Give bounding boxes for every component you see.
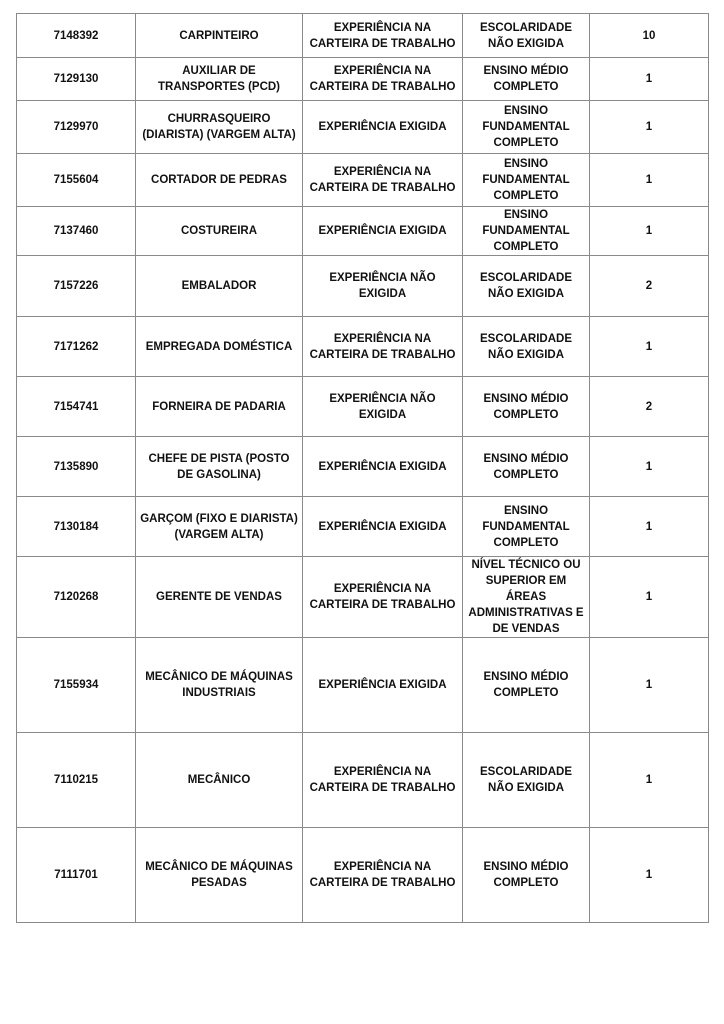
experience-requirement: EXPERIÊNCIA EXIGIDA	[303, 437, 463, 497]
table-row	[17, 733, 709, 828]
education-requirement: ENSINO FUNDAMENTAL COMPLETO	[463, 101, 590, 154]
table-row	[17, 638, 709, 733]
job-title: EMBALADOR	[136, 256, 303, 317]
vacancy-count: 1	[590, 733, 709, 828]
table-row	[17, 377, 709, 437]
job-title: CORTADOR DE PEDRAS	[136, 154, 303, 207]
job-title: MECÂNICO DE MÁQUINAS INDUSTRIAIS	[136, 638, 303, 733]
table-row	[17, 557, 709, 638]
job-title: GERENTE DE VENDAS	[136, 557, 303, 638]
job-code: 7129130	[17, 58, 136, 101]
job-title: COSTUREIRA	[136, 207, 303, 256]
job-code: 7148392	[17, 14, 136, 58]
experience-requirement: EXPERIÊNCIA NA CARTEIRA DE TRABALHO	[303, 154, 463, 207]
vacancy-count: 1	[590, 317, 709, 377]
table-row	[17, 58, 709, 101]
vacancy-count: 1	[590, 638, 709, 733]
job-title: EMPREGADA DOMÉSTICA	[136, 317, 303, 377]
job-code: 7110215	[17, 733, 136, 828]
experience-requirement: EXPERIÊNCIA NA CARTEIRA DE TRABALHO	[303, 557, 463, 638]
table-row	[17, 14, 709, 58]
job-title: CHURRASQUEIRO (DIARISTA) (VARGEM ALTA)	[136, 101, 303, 154]
vacancy-count: 1	[590, 557, 709, 638]
vacancy-count: 2	[590, 256, 709, 317]
education-requirement: ENSINO MÉDIO COMPLETO	[463, 437, 590, 497]
job-listings-sheet	[16, 13, 709, 923]
education-requirement: ESCOLARIDADE NÃO EXIGIDA	[463, 256, 590, 317]
table-row	[17, 207, 709, 256]
table-row	[17, 317, 709, 377]
experience-requirement: EXPERIÊNCIA EXIGIDA	[303, 101, 463, 154]
education-requirement: ENSINO MÉDIO COMPLETO	[463, 377, 590, 437]
vacancy-count: 1	[590, 58, 709, 101]
experience-requirement: EXPERIÊNCIA NÃO EXIGIDA	[303, 377, 463, 437]
table-row	[17, 828, 709, 923]
vacancy-count: 1	[590, 207, 709, 256]
job-code: 7155934	[17, 638, 136, 733]
education-requirement: ENSINO MÉDIO COMPLETO	[463, 638, 590, 733]
vacancy-count: 1	[590, 101, 709, 154]
education-requirement: ESCOLARIDADE NÃO EXIGIDA	[463, 14, 590, 58]
table-row	[17, 101, 709, 154]
job-code: 7130184	[17, 497, 136, 557]
education-requirement: ESCOLARIDADE NÃO EXIGIDA	[463, 317, 590, 377]
experience-requirement: EXPERIÊNCIA NÃO EXIGIDA	[303, 256, 463, 317]
table-row	[17, 154, 709, 207]
job-title: CHEFE DE PISTA (POSTO DE GASOLINA)	[136, 437, 303, 497]
education-requirement: ENSINO FUNDAMENTAL COMPLETO	[463, 497, 590, 557]
vacancy-count: 2	[590, 377, 709, 437]
experience-requirement: EXPERIÊNCIA NA CARTEIRA DE TRABALHO	[303, 317, 463, 377]
job-code: 7155604	[17, 154, 136, 207]
job-code: 7157226	[17, 256, 136, 317]
education-requirement: ENSINO MÉDIO COMPLETO	[463, 58, 590, 101]
job-title: FORNEIRA DE PADARIA	[136, 377, 303, 437]
vacancy-count: 1	[590, 437, 709, 497]
vacancy-count: 1	[590, 828, 709, 923]
job-listings-table	[16, 13, 709, 923]
job-code: 7171262	[17, 317, 136, 377]
experience-requirement: EXPERIÊNCIA EXIGIDA	[303, 638, 463, 733]
table-row	[17, 256, 709, 317]
experience-requirement: EXPERIÊNCIA EXIGIDA	[303, 207, 463, 256]
experience-requirement: EXPERIÊNCIA NA CARTEIRA DE TRABALHO	[303, 828, 463, 923]
education-requirement: ENSINO FUNDAMENTAL COMPLETO	[463, 154, 590, 207]
vacancy-count: 1	[590, 154, 709, 207]
job-title: AUXILIAR DE TRANSPORTES (PCD)	[136, 58, 303, 101]
table-row	[17, 497, 709, 557]
job-title: MECÂNICO	[136, 733, 303, 828]
education-requirement: ENSINO FUNDAMENTAL COMPLETO	[463, 207, 590, 256]
experience-requirement: EXPERIÊNCIA NA CARTEIRA DE TRABALHO	[303, 58, 463, 101]
vacancy-count: 10	[590, 14, 709, 58]
experience-requirement: EXPERIÊNCIA EXIGIDA	[303, 497, 463, 557]
job-title: GARÇOM (FIXO E DIARISTA) (VARGEM ALTA)	[136, 497, 303, 557]
job-title: CARPINTEIRO	[136, 14, 303, 58]
job-code: 7135890	[17, 437, 136, 497]
job-title: MECÂNICO DE MÁQUINAS PESADAS	[136, 828, 303, 923]
job-code: 7137460	[17, 207, 136, 256]
job-code: 7111701	[17, 828, 136, 923]
job-code: 7154741	[17, 377, 136, 437]
experience-requirement: EXPERIÊNCIA NA CARTEIRA DE TRABALHO	[303, 14, 463, 58]
education-requirement: NÍVEL TÉCNICO OU SUPERIOR EM ÁREAS ADMINISTRATIVAS E DE VENDAS	[463, 557, 590, 638]
table-row	[17, 437, 709, 497]
job-code: 7129970	[17, 101, 136, 154]
education-requirement: ENSINO MÉDIO COMPLETO	[463, 828, 590, 923]
job-code: 7120268	[17, 557, 136, 638]
experience-requirement: EXPERIÊNCIA NA CARTEIRA DE TRABALHO	[303, 733, 463, 828]
education-requirement: ESCOLARIDADE NÃO EXIGIDA	[463, 733, 590, 828]
vacancy-count: 1	[590, 497, 709, 557]
